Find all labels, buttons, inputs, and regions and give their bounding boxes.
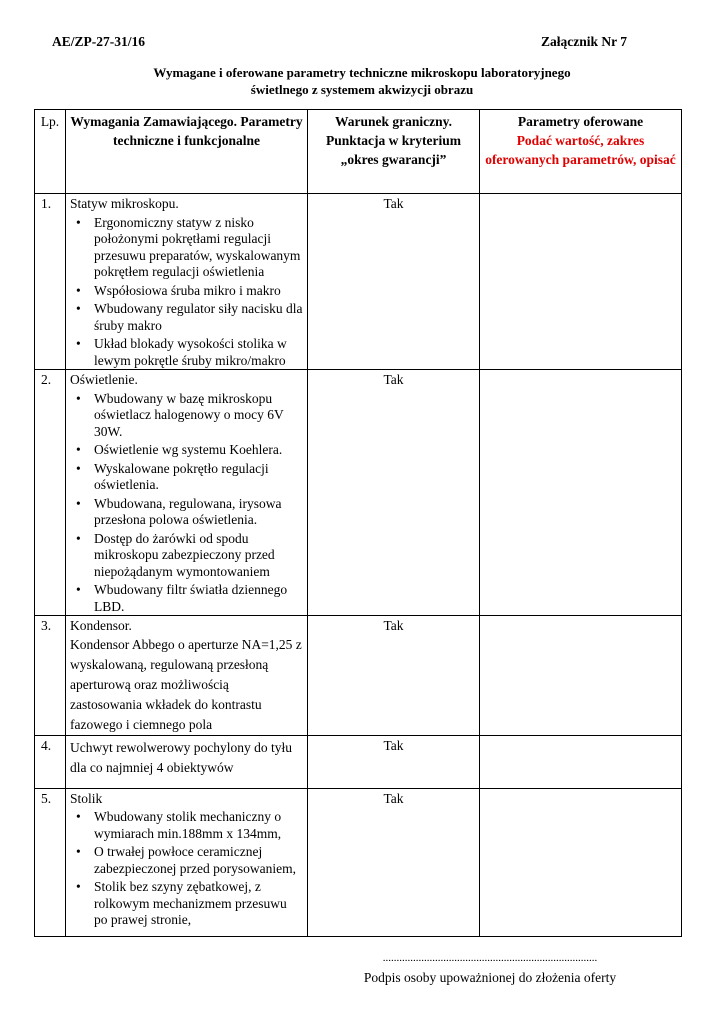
row-condition: Tak bbox=[308, 194, 480, 370]
row-requirement bbox=[66, 788, 308, 936]
requirement-bullet-list bbox=[70, 215, 303, 370]
row-condition: Tak bbox=[308, 735, 480, 788]
list-item: • Wbudowany w bazę mikroskopu oświetlacz halogenowy o mocy 6V 30W. bbox=[70, 391, 303, 441]
table-row bbox=[35, 616, 682, 736]
header-offered bbox=[480, 110, 682, 194]
row-condition: Tak bbox=[308, 616, 480, 736]
requirement-title: Statyw mikroskopu. bbox=[70, 196, 179, 211]
requirements-table bbox=[34, 109, 682, 937]
signature-line: .............................................................................. bbox=[382, 952, 598, 964]
row-requirement bbox=[66, 735, 308, 788]
title-line-2: świetlnego z systemem akwizycji obrazu bbox=[250, 82, 474, 97]
list-item: • Wyskalowane pokrętło regulacji oświetlenia. bbox=[70, 461, 303, 494]
row-number: 2. bbox=[35, 370, 66, 616]
list-item: • Stolik bez szyny zębatkowej, z rolkowym mechanizmem przesuwu po prawej stronie, bbox=[70, 879, 303, 929]
title-line-1: Wymagane i oferowane parametry techniczne mikroskopu laboratoryjnego bbox=[153, 65, 571, 80]
document-title bbox=[34, 64, 690, 98]
table-row bbox=[35, 370, 682, 616]
list-item: • Wbudowana, regulowana, irysowa przesłona polowa oświetlenia. bbox=[70, 496, 303, 529]
row-offered-parameters[interactable] bbox=[480, 370, 682, 616]
table-row bbox=[35, 788, 682, 936]
row-number: 5. bbox=[35, 788, 66, 936]
row-requirement bbox=[66, 194, 308, 370]
signature-label: Podpis osoby upoważnionej do złożenia oferty bbox=[363, 969, 617, 985]
list-item: • Ergonomiczny statyw z nisko położonymi pokrętłami regulacji przesuwu preparatów, wyskalowanym pokrętłem regulacji oświetlenia bbox=[70, 215, 303, 281]
row-requirement bbox=[66, 370, 308, 616]
row-number: 3. bbox=[35, 616, 66, 736]
requirement-bullet-list bbox=[70, 391, 303, 616]
header-lp: Lp. bbox=[35, 110, 66, 194]
list-item: • Wbudowany regulator siły nacisku dla śruby makro bbox=[70, 301, 303, 334]
row-offered-parameters[interactable] bbox=[480, 788, 682, 936]
row-condition: Tak bbox=[308, 370, 480, 616]
requirement-bullet-list bbox=[70, 809, 303, 929]
requirement-description: Kondensor Abbego o aperturze NA=1,25 z wyskalowaną, regulowaną przesłoną aperturową oraz możliwością zastosowania wkładek do kontrastu fazowego i ciemnego pola bbox=[70, 636, 302, 732]
header-offered-label: Parametry oferowane bbox=[517, 114, 644, 129]
requirement-title: Oświetlenie. bbox=[70, 372, 138, 387]
requirement-title: Kondensor. bbox=[70, 618, 132, 633]
requirement-description: Uchwyt rewolwerowy pochylony do tyłu dla co najmniej 4 obiektywów bbox=[70, 739, 292, 775]
table-row bbox=[35, 735, 682, 788]
row-offered-parameters[interactable] bbox=[480, 735, 682, 788]
row-condition: Tak bbox=[308, 788, 480, 936]
list-item: • Dostęp do żarówki od spodu mikroskopu zabezpieczony przed niepożądanym wymontowaniem bbox=[70, 531, 303, 581]
header-condition: Warunek graniczny. Punktacja w kryterium „okres gwarancji” bbox=[308, 110, 480, 194]
table-header-row bbox=[35, 110, 682, 194]
row-number: 1. bbox=[35, 194, 66, 370]
header-requirements: Wymagania Zamawiającego. Parametry techniczne i funkcjonalne bbox=[66, 110, 308, 194]
list-item: • Współosiowa śruba mikro i makro bbox=[70, 283, 303, 300]
row-offered-parameters[interactable] bbox=[480, 616, 682, 736]
list-item: • Wbudowany stolik mechaniczny o wymiarach min.188mm x 134mm, bbox=[70, 809, 303, 842]
list-item: • Oświetlenie wg systemu Koehlera. bbox=[70, 442, 303, 459]
header-offered-instruction: Podać wartość, zakres oferowanych parametrów, opisać bbox=[485, 133, 676, 167]
attachment-label: Załącznik Nr 7 bbox=[540, 34, 627, 49]
signature-block bbox=[340, 950, 640, 986]
requirement-title: Stolik bbox=[70, 790, 103, 806]
list-item: • O trwałej powłoce ceramicznej zabezpieczonej przed porysowaniem, bbox=[70, 844, 303, 877]
row-requirement bbox=[66, 616, 308, 736]
document-reference: AE/ZP-27-31/16 bbox=[52, 34, 145, 49]
list-item: • Wbudowany filtr światła dziennego LBD. bbox=[70, 582, 303, 615]
list-item: • Układ blokady wysokości stolika w lewym pokrętle śruby mikro/makro bbox=[70, 336, 303, 369]
table-row bbox=[35, 194, 682, 370]
row-number: 4. bbox=[35, 735, 66, 788]
row-offered-parameters[interactable] bbox=[480, 194, 682, 370]
